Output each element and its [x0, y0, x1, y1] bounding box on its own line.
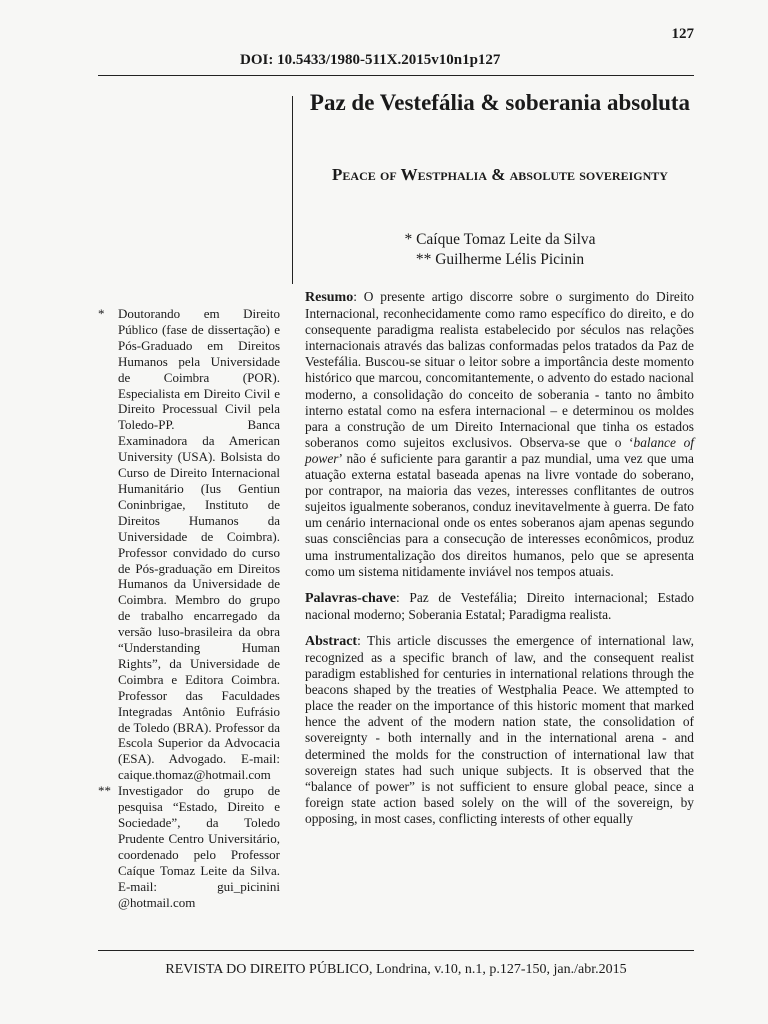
keywords-paragraph: [305, 590, 694, 623]
abstract-text: : This article discusses the emergence of international law, recognized as a specific branch of law, and the consequent realist paradigm established for centuries in international relations through the beacons shaped by the treaties of Westphalia Peace. We attempted to place the reader on the importance of this historic moment that marked hence the advent of the modern nation state, the consolidation of sovereignty - both internally and in the international arena - and determined the molds for the construction of international law that sovereign states had such unique subjects. It is observed that the “balance of power” is not sufficient to ensure global peace, since a foreign state action based solely on the will of the sovereign, by opposing, in most cases, conflicting interests of other equally: [305, 632, 694, 826]
footnote-mark: **: [98, 783, 111, 799]
abstract-paragraph: [305, 633, 694, 827]
main-column: [305, 289, 694, 837]
author-2: ** Guilherme Lélis Picinin: [415, 251, 585, 268]
footnote-1: [98, 306, 280, 783]
resumo-paragraph: [305, 289, 694, 580]
article-subtitle: Peace of Westphalia & absolute sovereignty: [332, 165, 668, 184]
keywords-text: : Paz de Vestefália; Direito internacional; Estado nacional moderno; Soberania Estatal; Paradigma realista.: [305, 589, 694, 622]
keywords-label: Palavras-chave: [305, 590, 396, 606]
abstract-label: Abstract: [305, 633, 358, 649]
footnote-2: [98, 783, 280, 910]
footnote-mark: *: [98, 306, 105, 321]
doi-line: DOI: 10.5433/1980-511X.2015v10n1p127: [240, 52, 501, 68]
author-footnotes: [98, 306, 280, 910]
author-1: * Caíque Tomaz Leite da Silva: [404, 231, 596, 248]
author-list: [305, 230, 695, 270]
header-rule: [98, 75, 694, 76]
footnote-text: Doutorando em Direito Público (fase de dissertação) e Pós-Graduado em Direitos Humanos pela Universidade de Coimbra (POR). Especialista em Direito Civil e Direito Processual Civil pela Toledo-PP. Banca Examinadora da American University (USA). Bolsista do Curso de Direito Internacional Humanitário (Ius Gentiun Coninbrigae, Instituto de Direitos Humanos da Universidade de Coimbra). Professor convidado do curso de Pós-graduação em Direitos Humanos da Universidade de Coimbra. Membro do grupo de trabalho encarregado da versão luso-brasileira da obra “Understanding Human Rights”, da Universidade de Coimbra e Editora Coimbra. Professor das Faculdades Integradas Antônio Eufrásio de Toledo (BRA). Professor da Escola Superior da Advocacia (ESA). Advogado. E-mail: caique.thomaz@hotmail.com: [118, 306, 280, 783]
column-divider: [292, 96, 293, 284]
resumo-text-1: : O presente artigo discorre sobre o surgimento do Direito Internacional, reconhecidamente como ramo específico do direito, e do consequente paradigma realista estabelecido por séculos nas relações internacionais através das balizas conformadas pelos tratados da Paz de Vestefália. Buscou-se situar o leitor sobre a importância deste momento histórico que marcou, concomitantemente, o advento do estado nacional moderno, a consolidação do conceito de soberania - tanto no âmbito interno estatal como na esfera internacional – e determinou os moldes para a construção de um Direito Internacional que tinha os estados soberanos como sujeitos exclusivos. Observa-se que o ‘: [305, 289, 694, 450]
journal-footer: REVISTA DO DIREITO PÚBLICO, Londrina, v.10, n.1, p.127-150, jan./abr.2015: [165, 962, 627, 977]
resumo-label: Resumo: [305, 290, 354, 305]
footnote-text: Investigador do grupo de pesquisa “Estado, Direito e Sociedade”, da Toledo Prudente Centro Universitário, coordenado pelo Professor Caíque Tomaz Leite da Silva. E-mail: gui_picinini @hotmail.com: [118, 783, 280, 910]
page-number: 127: [671, 26, 694, 42]
resumo-text-2: ’ não é suficiente para garantir a paz mundial, uma vez que uma atuação externa estatal baseada apenas na livre vontade do soberano, por contrapor, na maioria das vezes, interesses conflitantes de outros sujeitos igualmente soberanos, conduz inevitavelmente à guerra. De fato um cenário internacional onde os entes soberanos ajam apenas segundo suas consciências para a consecução de interesses econômicos, produz uma instrumentalização dos direitos humanos, pelo que se apresenta como um sistema nitidamente inviável nos tempos atuais.: [305, 450, 694, 579]
article-title: Paz de Vestefália & soberania absoluta: [309, 90, 691, 115]
resumo-italic: balance of power: [305, 434, 695, 466]
footer-rule: [98, 950, 694, 951]
